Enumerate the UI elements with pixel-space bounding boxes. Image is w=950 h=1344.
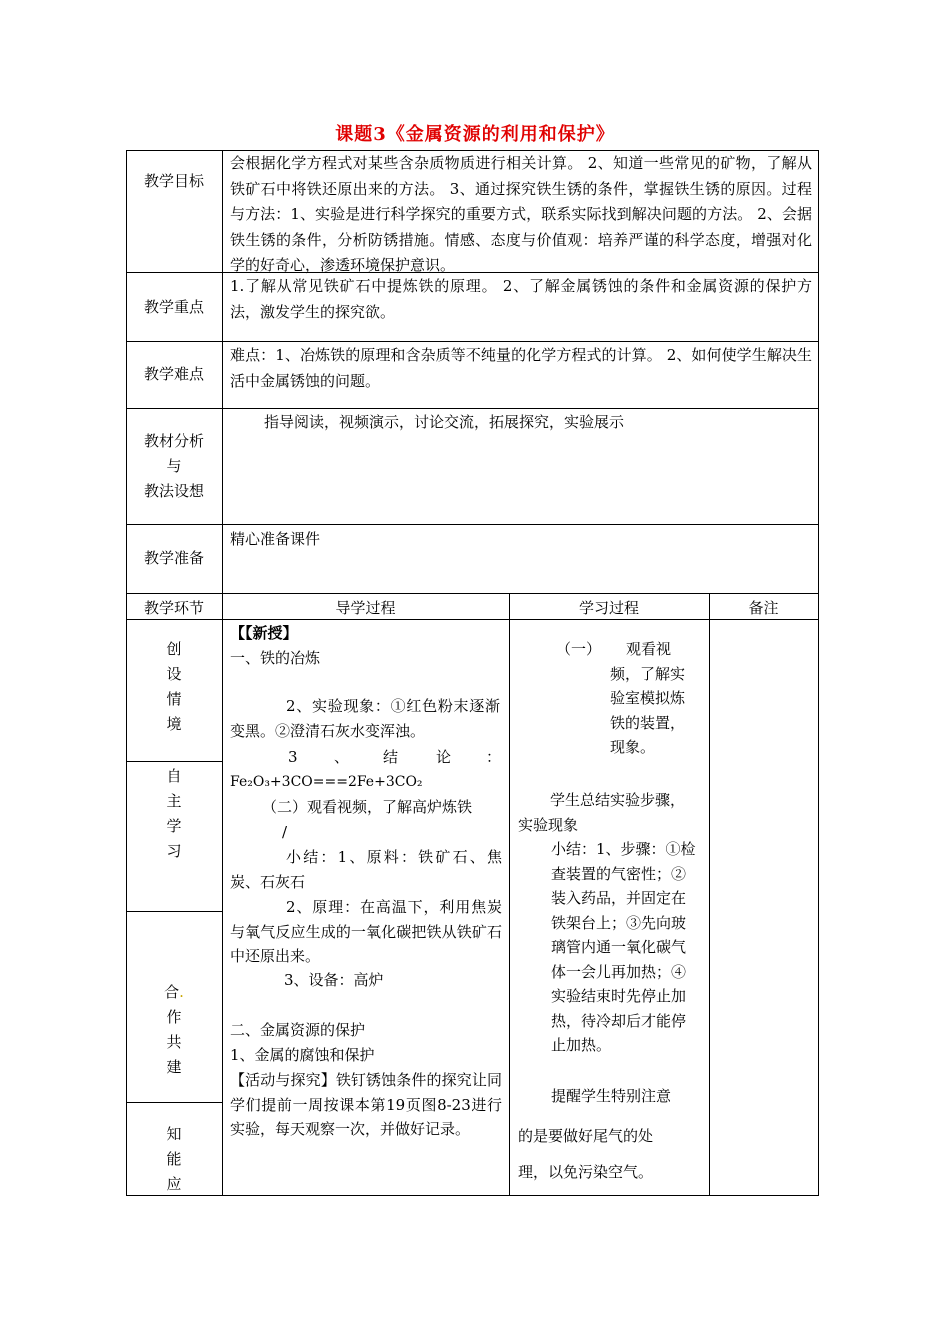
stage-cooperate: 合. 作 共 建 (164, 983, 184, 1076)
analysis-text: 指导阅读，视频演示，讨论交流，拓展探究，实验展示 (264, 413, 625, 431)
guide-summary-materials: 小结：1、原料：铁矿石、焦炭、石灰石 (230, 848, 502, 891)
stage-create-scenario: 创 设 情 境 (166, 640, 182, 733)
header-learn: 学习过程 (578, 599, 639, 617)
guide-new-lesson: 【【新授】 (230, 624, 298, 642)
goals-label: 教学目标 (143, 172, 204, 190)
learn-avoid-pollution: 理，以免污染空气。 (518, 1163, 654, 1181)
stage-self-study: 自 主 学 习 (166, 767, 182, 860)
guide-heading-protection: 二、金属资源的保护 (230, 1021, 366, 1039)
header-stage: 教学环节 (143, 599, 204, 617)
learn-part-one: （一） (556, 640, 602, 658)
learn-watch-video: 观看视频，了解实验室模拟炼铁的装置，现象。 (610, 640, 686, 756)
guide-principle: 2、原理：在高温下，利用焦炭与氧气反应生成的一氧化碳把铁从铁矿石中还原出来。 (230, 898, 502, 965)
guide-slash: / (282, 823, 288, 841)
difficulty-text: 难点：1、冶炼铁的原理和含杂质等不纯量的化学方程式的计算。 2、如何使学生解决生活中金属锈蚀的问题。 (230, 346, 812, 390)
page-title: 课题3《金属资源的利用和保护》 (335, 124, 615, 145)
guide-corrosion: 1、金属的腐蚀和保护 (230, 1046, 375, 1064)
guide-equation: Fe₂O₃+3CO===2Fe+3CO₂ (230, 774, 423, 790)
learn-reminder: 提醒学生特别注意 (551, 1087, 672, 1105)
analysis-label-3: 教法设想 (143, 482, 204, 500)
goals-text: 会根据化学方程式对某些含杂质物质进行相关计算。 2、知道一些常见的矿物，了解从铁矿石中将铁还原出来的方法。 3、通过探究铁生锈的条件，掌握铁生锈的原因。过程与方法：1、实验是进行科学探究的重要方式，联系实际找到解决问题的方法。 2、会据铁生锈的条件，分析防锈措施。情感、态度与价值观：培养严谨的科学态度，增强对化学的好奇心，渗透环境保护意识。 (230, 154, 812, 274)
key-text: 1.了解从常见铁矿石中提炼铁的原理。 2、了解金属锈蚀的条件和金属资源的保护方法，激发学生的探究欲。 (230, 277, 812, 321)
guide-phenomenon: 2、实验现象：①红色粉末逐渐变黑。②澄清石灰水变浑浊。 (230, 697, 500, 740)
stage-knowledge-apply: 知 能 应 (166, 1125, 182, 1193)
guide-blast-furnace-video: （二）观看视频，了解高炉炼铁 (262, 798, 473, 816)
learn-tail-gas: 的是要做好尾气的处 (518, 1127, 654, 1145)
guide-activity: 【活动与探究】铁钉锈蚀条件的探究让同学们提前一周按课本第19页图8-23进行实验，每天观察一次，并做好记录。 (230, 1071, 502, 1138)
key-label: 教学重点 (143, 298, 204, 316)
analysis-label-1: 教材分析 (143, 432, 204, 450)
header-notes: 备注 (748, 599, 779, 617)
prep-label: 教学准备 (143, 549, 204, 567)
guide-equipment: 3、设备：高炉 (284, 971, 384, 989)
guide-heading-iron-smelting: 一、铁的冶炼 (230, 649, 321, 667)
learn-steps: 小结：1、步骤：①检查装置的气密性；②装入药品，并固定在铁架台上；③先向玻璃管内通一氧化碳气体一会儿再加热；④实验结束时先停止加热，待冷却后才能停止加热。 (551, 840, 696, 1054)
prep-text: 精心准备课件 (230, 530, 321, 548)
difficulty-label: 教学难点 (143, 365, 204, 383)
header-guide: 导学过程 (335, 599, 396, 617)
learn-student-summary: 学生总结实验步骤，实验现象 (518, 791, 686, 834)
analysis-label-2: 与 (166, 457, 182, 475)
